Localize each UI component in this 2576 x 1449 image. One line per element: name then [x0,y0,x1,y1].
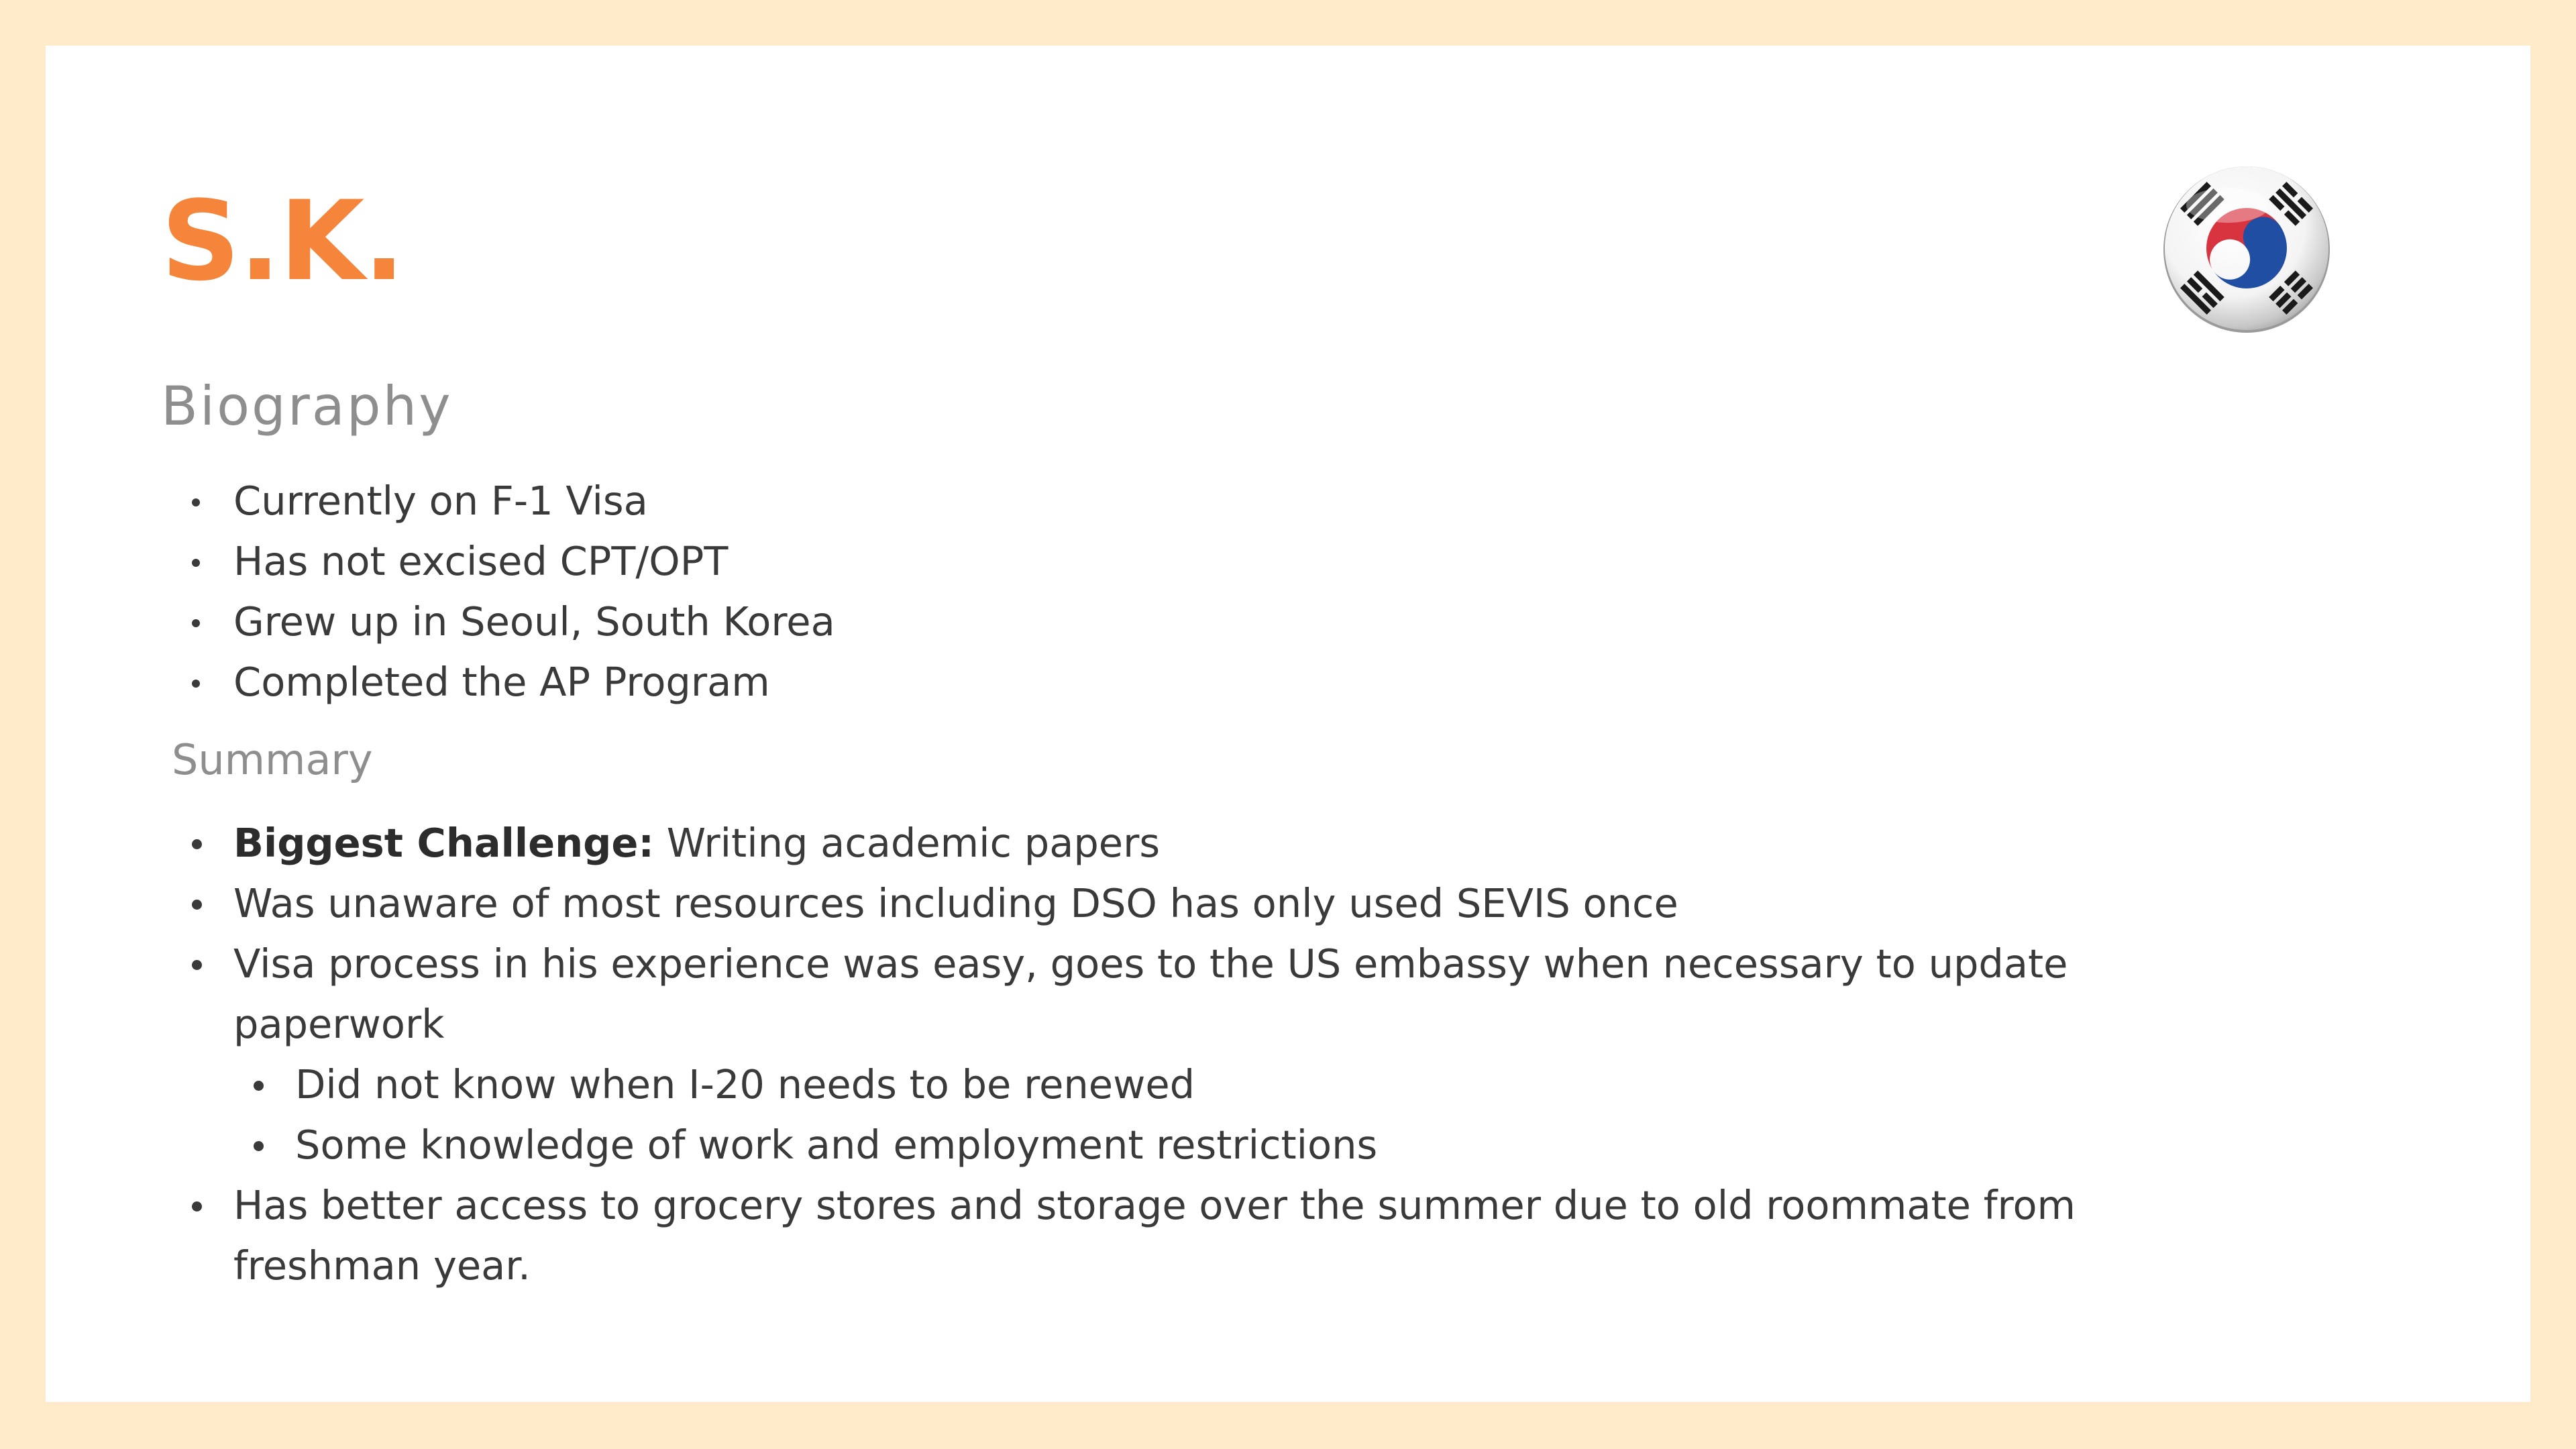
biography-item: Has not excised CPT/OPT [161,531,2174,592]
biography-item: Grew up in Seoul, South Korea [161,592,2174,652]
south-korea-flag-icon [2162,164,2331,333]
biography-list [161,471,2174,712]
summary-subitem: Did not know when I-20 needs to be renewed [161,1055,2160,1115]
summary-item-label: Biggest Challenge: [233,820,654,866]
biography-item: Currently on F-1 Visa [161,471,2174,531]
summary-item: Visa process in his experience was easy, goes to the US embassy when necessary to update paperwork [161,934,2160,1055]
slide-card [46,46,2530,1402]
summary-subitem: Some knowledge of work and employment restrictions [161,1115,2160,1175]
summary-item: Has better access to grocery stores and storage over the summer due to old roommate from freshman year. [161,1175,2160,1296]
summary-item [161,813,2160,873]
summary-list [161,813,2160,1296]
summary-item: Was unaware of most resources including DSO has only used SEVIS once [161,873,2160,934]
summary-heading: Summary [172,735,373,784]
biography-heading: Biography [161,375,453,437]
persona-name: S.K. [161,177,404,305]
biography-item: Completed the AP Program [161,652,2174,712]
summary-item-text: Writing academic papers [653,820,1161,866]
